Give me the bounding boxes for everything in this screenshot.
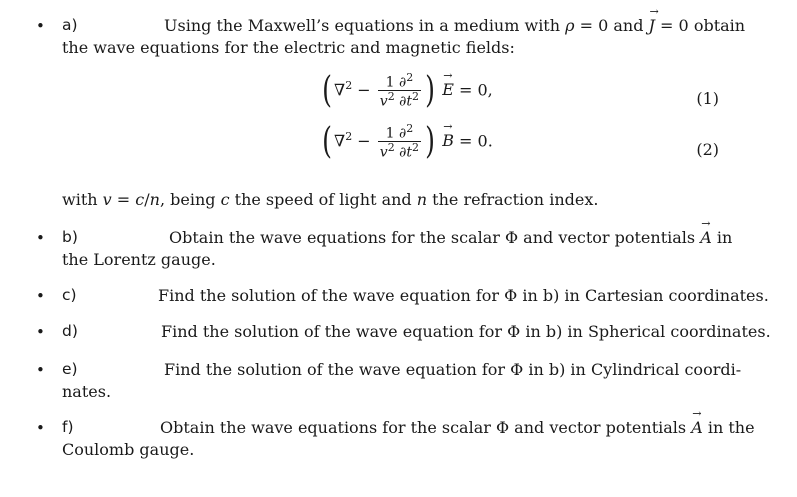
- bullet: •: [36, 361, 45, 379]
- equation-2: ( ∇$^2$ − $\frac{1 \partial^2}{v^2 \partial t^2}$ ) → B = 0.: [320, 123, 493, 173]
- bullet: •: [36, 17, 45, 35]
- item-d-text: Find the solution of the wave equation for Φ in b) in Spherical coordinates.: [161, 322, 771, 341]
- item-f-text: Obtain the wave equations for the scalar Φ and vector potentials → A in the: [160, 418, 755, 437]
- equation-1-number: (1): [696, 89, 719, 108]
- equation-1: ( ∇$^2$ − $\frac{1 \partial^2}{v^2 \partial t^2}$ ) → E = 0,: [320, 72, 493, 122]
- item-e-text: Find the solution of the wave equation for Φ in b) in Cylindrical coordi-: [164, 360, 742, 379]
- item-c-label: c): [62, 286, 77, 304]
- item-c-text: Find the solution of the wave equation for Φ in b) in Cartesian coordinates.: [158, 286, 769, 305]
- bullet: •: [36, 229, 45, 247]
- bullet: •: [36, 287, 45, 305]
- item-e-label: e): [62, 360, 78, 378]
- with-line: with v = c/n, being c the speed of light and n the refraction index.: [62, 190, 599, 209]
- bullet: •: [36, 323, 45, 341]
- bullet: •: [36, 419, 45, 437]
- item-a-label: a): [62, 16, 78, 34]
- equation-2-number: (2): [696, 140, 719, 159]
- item-b-continuation: the Lorentz gauge.: [62, 250, 216, 269]
- item-f-continuation: Coulomb gauge.: [62, 440, 195, 459]
- item-b-text: Obtain the wave equations for the scalar Φ and vector potentials → A in: [169, 228, 732, 247]
- item-d-label: d): [62, 322, 78, 340]
- item-a-continuation: the wave equations for the electric and magnetic fields:: [62, 38, 515, 57]
- item-b-label: b): [62, 228, 78, 246]
- item-f-label: f): [62, 418, 74, 436]
- item-a-text: Using the Maxwell’s equations in a medium with ρ = 0 and → J = 0 obtain: [164, 16, 745, 35]
- item-e-continuation: nates.: [62, 382, 112, 401]
